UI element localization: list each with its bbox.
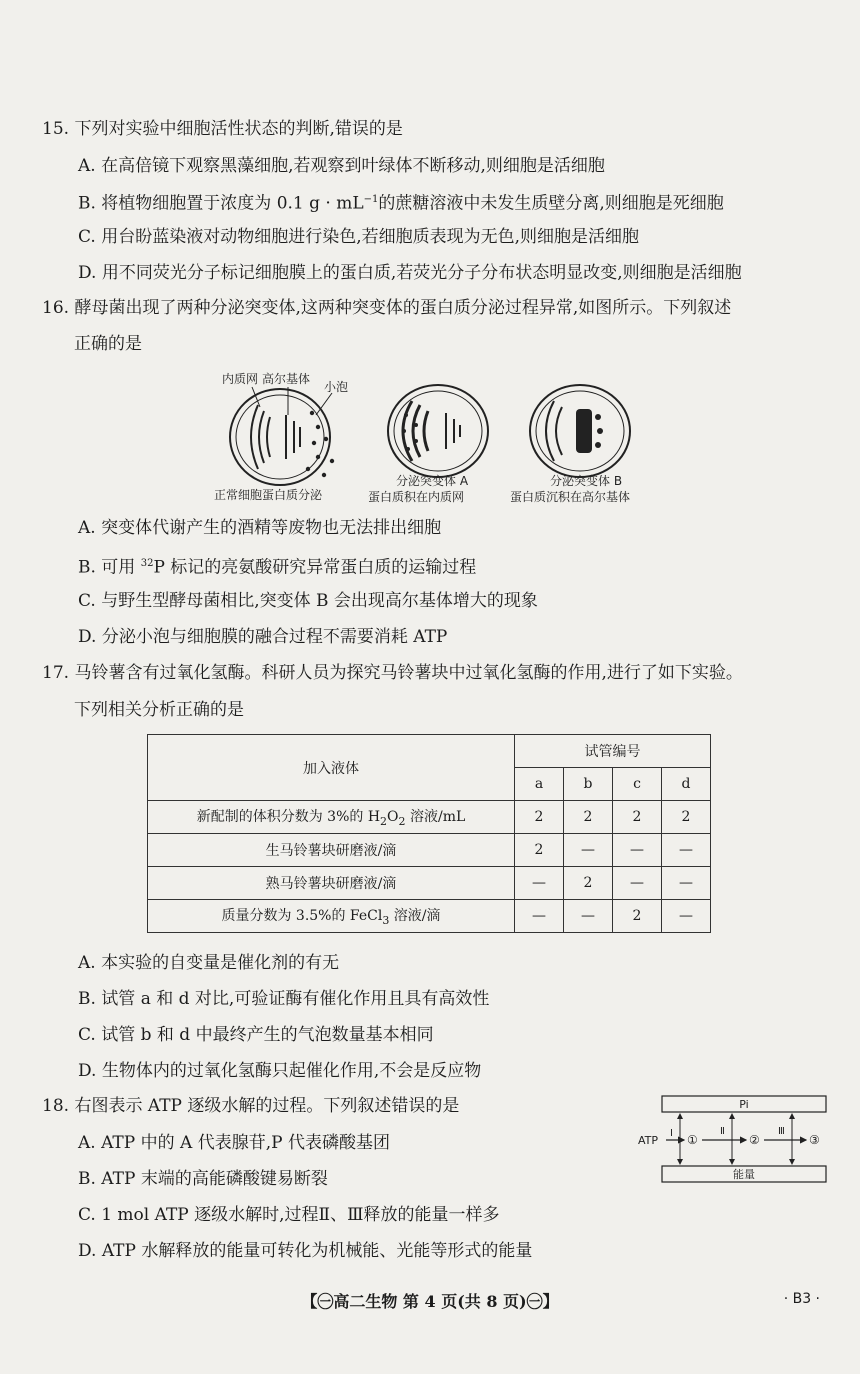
table-col-b: b <box>564 768 613 801</box>
experiment-table <box>147 734 711 933</box>
pi-label: Pi <box>739 1098 749 1111</box>
q18-option-b: B. ATP 末端的高能磷酸键易断裂 <box>78 1169 328 1189</box>
table-cell: — <box>613 867 662 900</box>
table-row <box>148 834 711 867</box>
page-code: · B3 · <box>783 1291 820 1307</box>
q17-option-a: A. 本实验的自变量是催化剂的有无 <box>78 953 340 973</box>
table-cell: — <box>564 900 613 933</box>
table-row <box>148 900 711 933</box>
q18-option-d: D. ATP 水解释放的能量可转化为机械能、光能等形式的能量 <box>78 1241 533 1261</box>
atp-hydrolysis-diagram <box>636 1094 836 1189</box>
q15-option-d: D. 用不同荧光分子标记细胞膜上的蛋白质,若荧光分子分布状态明显改变,则细胞是活细胞 <box>78 263 742 283</box>
q17-stem: 17. 马铃薯含有过氧化氢酶。科研人员为探究马铃薯块中过氧化氢酶的作用,进行了如下实验。 <box>42 663 743 683</box>
q15-stem: 15. 下列对实验中细胞活性状态的判断,错误的是 <box>42 119 403 139</box>
q17-option-d: D. 生物体内的过氧化氢酶只起催化作用,不会是反应物 <box>78 1061 482 1081</box>
secretion-diagram <box>200 365 680 510</box>
step-2-label: Ⅱ <box>720 1126 725 1137</box>
q16-option-b: B. 可用 $^{32}$P 标记的亮氨酸研究异常蛋白质的运输过程 <box>78 557 477 578</box>
table-col-d: d <box>662 768 711 801</box>
q15-option-b: B. 将植物细胞置于浓度为 0.1 $g \cdot mL^{-1}$的蔗糖溶液中未发生质壁分离,则细胞是死细胞 <box>78 193 724 214</box>
page-footer: 【㊀高二生物 第 4 页(共 8 页)㊀】 <box>301 1292 559 1311</box>
label-golgi: 高尔基体 <box>262 372 311 386</box>
table-header-liquid: 加入液体 <box>148 735 515 801</box>
normal-cell <box>230 387 334 485</box>
row-label: 质量分数为 3.5%的 FeCl$_3$ 溶液/滴 <box>148 900 515 933</box>
table-cell: — <box>515 867 564 900</box>
table-header-tube-no: 试管编号 <box>515 735 711 768</box>
q16-option-c: C. 与野生型酵母菌相比,突变体 B 会出现高尔基体增大的现象 <box>78 591 538 611</box>
product-3: ③ <box>809 1133 820 1147</box>
mutant-a-cell <box>388 385 488 477</box>
table-cell: 2 <box>564 801 613 834</box>
product-1: ① <box>687 1133 698 1147</box>
label-er: 内质网 <box>222 372 259 386</box>
q15-option-c: C. 用台盼蓝染液对动物细胞进行染色,若细胞质表现为无色,则细胞是活细胞 <box>78 227 640 247</box>
table-cell: — <box>662 900 711 933</box>
table-cell: — <box>613 834 662 867</box>
q17-stem-cont: 下列相关分析正确的是 <box>74 700 244 720</box>
table-cell: — <box>662 834 711 867</box>
atp-label: ATP <box>638 1134 659 1147</box>
table-col-a: a <box>515 768 564 801</box>
table-cell: 2 <box>613 900 662 933</box>
table-cell: — <box>515 900 564 933</box>
caption-mutant-a-2: 蛋白质积在内质网 <box>368 490 465 504</box>
q16-option-d: D. 分泌小泡与细胞膜的融合过程不需要消耗 ATP <box>78 627 448 647</box>
table-cell: 2 <box>662 801 711 834</box>
table-col-c: c <box>613 768 662 801</box>
table-cell: — <box>662 867 711 900</box>
row-label: 新配制的体积分数为 3%的 $H_2O_2$ 溶液/mL <box>148 801 515 834</box>
caption-mutant-b-2: 蛋白质沉积在高尔基体 <box>510 490 631 504</box>
q16-option-a: A. 突变体代谢产生的酒精等废物也无法排出细胞 <box>78 518 442 538</box>
table-cell: 2 <box>515 801 564 834</box>
row-label: 熟马铃薯块研磨液/滴 <box>148 867 515 900</box>
q18-option-c: C. 1 mol ATP 逐级水解时,过程Ⅱ、Ⅲ释放的能量一样多 <box>78 1205 500 1225</box>
table-row <box>148 801 711 834</box>
step-1-label: Ⅰ <box>670 1128 673 1139</box>
caption-mutant-a-1: 分泌突变体 A <box>396 474 469 488</box>
row-label: 生马铃薯块研磨液/滴 <box>148 834 515 867</box>
energy-label: 能量 <box>733 1168 755 1181</box>
table-cell: — <box>564 834 613 867</box>
table-cell: 2 <box>613 801 662 834</box>
q18-option-a: A. ATP 中的 A 代表腺苷,P 代表磷酸基团 <box>78 1133 390 1153</box>
table-row <box>148 867 711 900</box>
table-cell: 2 <box>564 867 613 900</box>
step-3-label: Ⅲ <box>778 1126 785 1137</box>
q15-option-a: A. 在高倍镜下观察黑藻细胞,若观察到叶绿体不断移动,则细胞是活细胞 <box>78 156 605 176</box>
q16-stem: 16. 酵母菌出现了两种分泌突变体,这两种突变体的蛋白质分泌过程异常,如图所示。下列叙述 <box>42 298 732 318</box>
table-cell: 2 <box>515 834 564 867</box>
mutant-b-cell <box>530 385 630 477</box>
caption-normal: 正常细胞蛋白质分泌 <box>214 488 323 502</box>
label-vesicle: 小泡 <box>324 380 349 394</box>
caption-mutant-b-1: 分泌突变体 B <box>550 474 623 488</box>
q17-option-c: C. 试管 b 和 d 中最终产生的气泡数量基本相同 <box>78 1025 434 1045</box>
q16-stem-cont: 正确的是 <box>74 334 142 354</box>
q17-option-b: B. 试管 a 和 d 对比,可验证酶有催化作用且具有高效性 <box>78 989 490 1009</box>
q18-stem: 18. 右图表示 ATP 逐级水解的过程。下列叙述错误的是 <box>42 1096 460 1116</box>
product-2: ② <box>749 1133 760 1147</box>
